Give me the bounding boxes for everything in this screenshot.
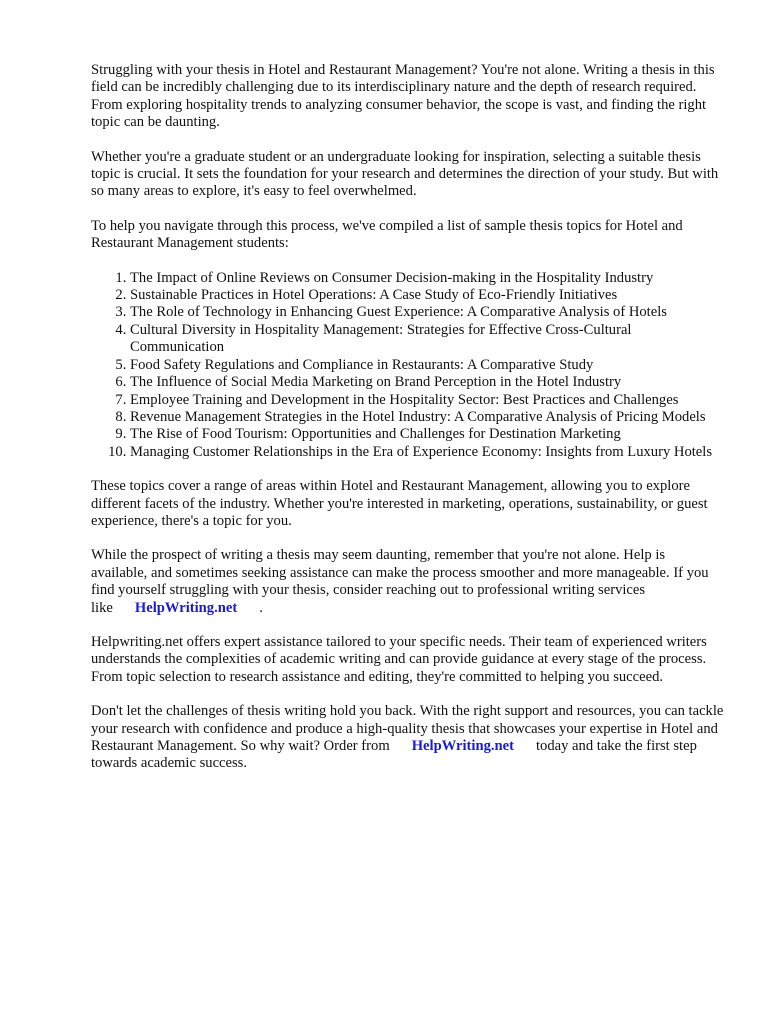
helpwriting-link[interactable]: HelpWriting.net xyxy=(134,599,238,616)
topics-summary-paragraph: These topics cover a range of areas within Hotel and Restaurant Management, allowing you to explore different facets of the industry. Whether you're interested in marketing, operations, sustainability, or guest experience, there's a topic for you. xyxy=(91,478,708,529)
help-paragraph xyxy=(91,547,725,617)
list-item: 9. The Rise of Food Tourism: Opportunities and Challenges for Destination Marketing xyxy=(130,426,725,443)
help-paragraph-end: . xyxy=(259,599,263,616)
list-item: 3. The Role of Technology in Enhancing Guest Experience: A Comparative Analysis of Hotels xyxy=(130,304,725,321)
help-paragraph-text: While the prospect of writing a thesis may seem daunting, remember that you're not alone. Help is available, and sometimes seeking assistance can make the process smoother and more manageable. If you find yourself struggling with your thesis, consider reaching out to professional writing services like xyxy=(91,547,709,616)
selection-paragraph: Whether you're a graduate student or an undergraduate looking for inspiration, selecting a suitable thesis topic is crucial. It sets the foundation for your research and determines the direction of your study. But with so many areas to explore, it's easy to feel overwhelmed. xyxy=(91,148,719,200)
topics-list xyxy=(91,270,725,461)
intro-paragraph: Struggling with your thesis in Hotel and Restaurant Management? You're not alone. Writing a thesis in this field can be incredibly challenging due to its interdisciplinary nature and the depth of research required. From exploring hospitality trends to analyzing consumer behavior, the scope is vast, and finding the right topic can be daunting. xyxy=(91,62,715,131)
list-item: 7. Employee Training and Development in the Hospitality Sector: Best Practices and Challenges xyxy=(130,392,725,409)
list-item: 1. The Impact of Online Reviews on Consumer Decision-making in the Hospitality Industry xyxy=(130,270,725,287)
closing-paragraph-end: today and take the first step towards academic success. xyxy=(91,738,697,772)
document-page xyxy=(91,62,725,790)
list-item: 8. Revenue Management Strategies in the Hotel Industry: A Comparative Analysis of Pricing Models xyxy=(130,409,725,426)
closing-paragraph xyxy=(91,703,725,773)
service-paragraph: Helpwriting.net offers expert assistance tailored to your specific needs. Their team of experienced writers understands the complexities of academic writing and can provide guidance at every stage of the process. From topic selection to research assistance and editing, they're committed to helping you succeed. xyxy=(91,633,707,685)
list-item: 6. The Influence of Social Media Marketing on Brand Perception in the Hotel Industry xyxy=(130,374,725,391)
list-item: 5. Food Safety Regulations and Compliance in Restaurants: A Comparative Study xyxy=(130,357,725,374)
list-item: 10. Managing Customer Relationships in the Era of Experience Economy: Insights from Luxury Hotels xyxy=(130,444,725,461)
closing-paragraph-text: Don't let the challenges of thesis writing hold you back. With the right support and resources, you can tackle your research with confidence and produce a high-quality thesis that showcases your expertise in Hotel and Restaurant Management. So why wait? Order from xyxy=(91,703,724,754)
list-intro-paragraph: To help you navigate through this process, we've compiled a list of sample thesis topics for Hotel and Restaurant Management students: xyxy=(91,217,683,252)
list-item: 2. Sustainable Practices in Hotel Operations: A Case Study of Eco-Friendly Initiatives xyxy=(130,287,725,304)
helpwriting-link[interactable]: HelpWriting.net xyxy=(411,738,514,754)
list-item: 4. Cultural Diversity in Hospitality Management: Strategies for Effective Cross-Cultural Communication xyxy=(130,322,725,357)
